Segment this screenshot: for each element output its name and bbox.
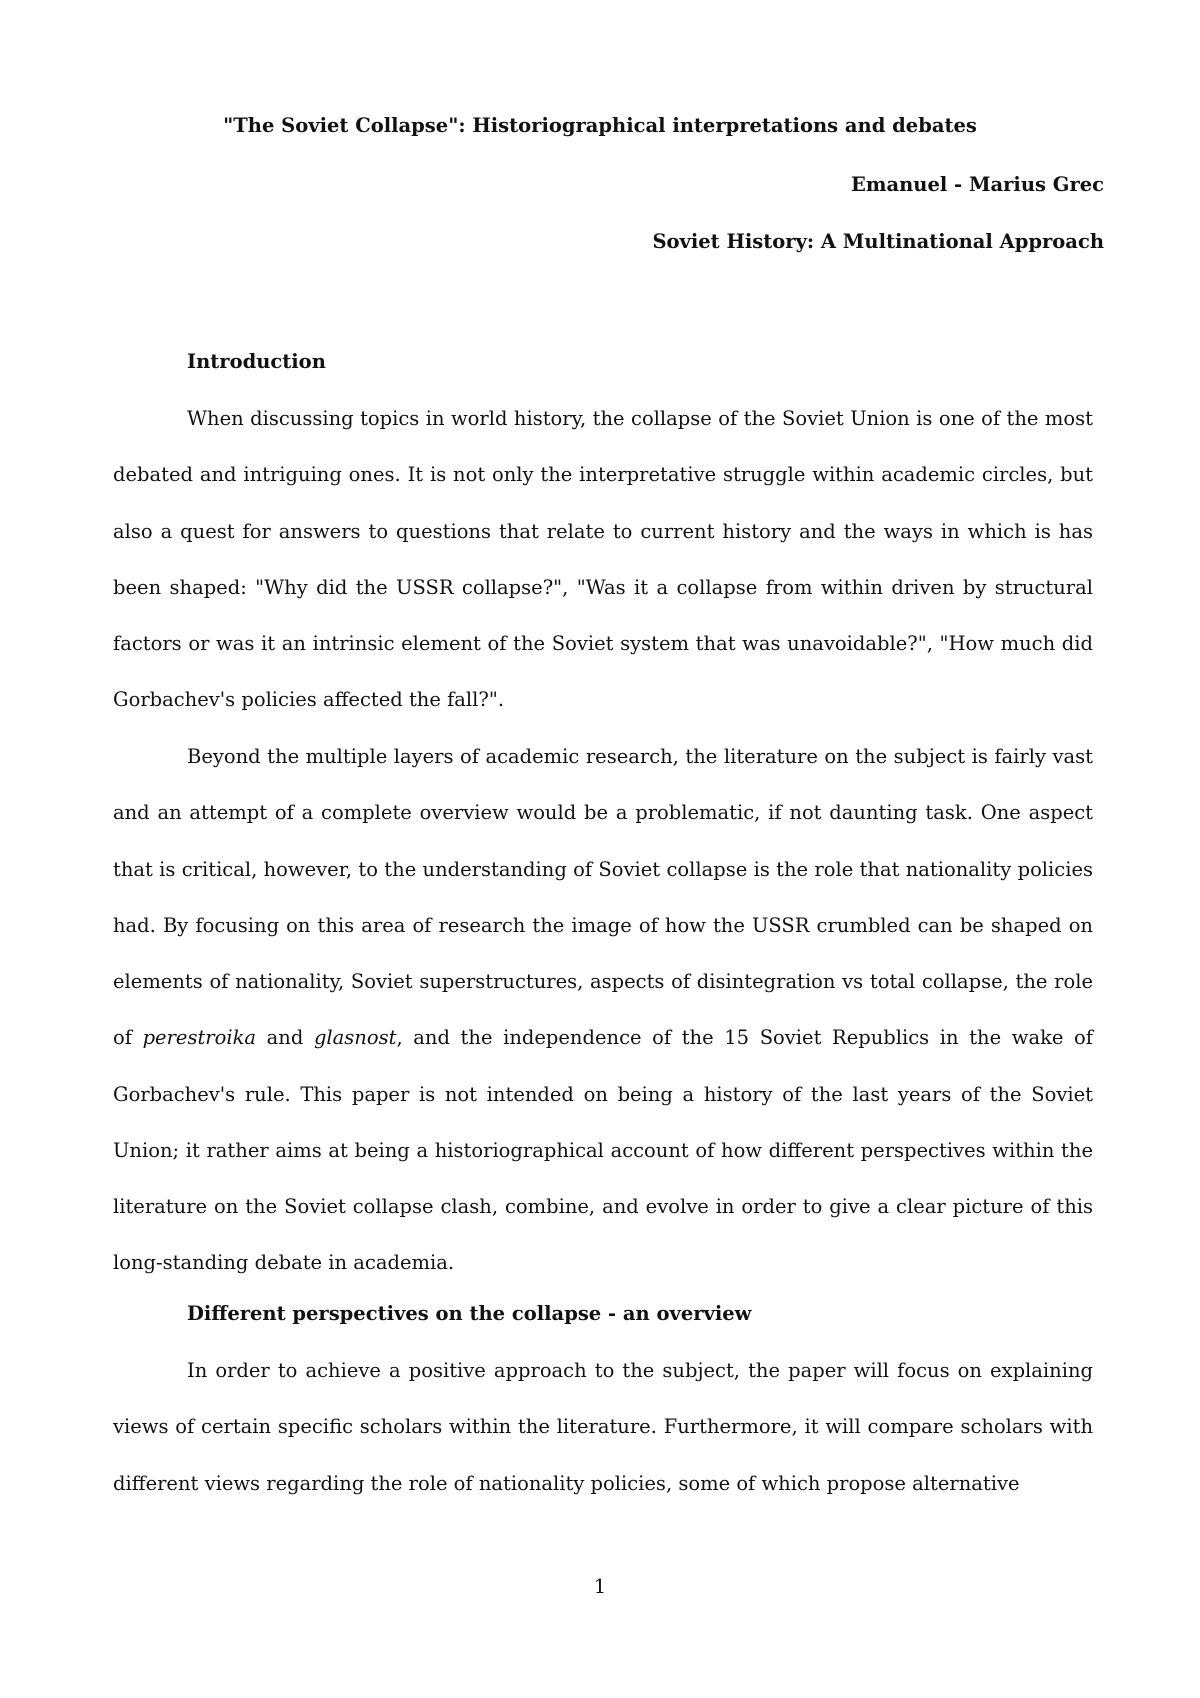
paragraph-text: , and the independence of the 15 Soviet Republics in the wake of Gorbachev's rule. This paper is not intended on being a history of the last years of the Soviet Union; it rather aims at being a historiographical account of how different perspectives within the literature on the Soviet collapse clash, combine, and evolve in order to give a clear picture of this long-standing debate in academia. [113, 1026, 1093, 1275]
course-name: Soviet History: A Multinational Approach [652, 230, 1104, 253]
overview-paragraph-1: In order to achieve a positive approach to the subject, the paper will focus on explaining views of certain specific scholars within the literature. Furthermore, it will compare scholars with different views regarding the role of nationality policies, some of which propose alternative [113, 1359, 1093, 1495]
page-number: 1 [593, 1575, 607, 1598]
paper-title: "The Soviet Collapse": Historiographical interpretations and debates [223, 114, 977, 137]
paragraph-text: Beyond the multiple layers of academic research, the literature on the subject is fairly vast and an attempt of a complete overview would be a problematic, if not daunting task. One aspect that is critical, however, to the understanding of Soviet collapse is the role that nationality policies had. By focusing on this area of research the image of how the USSR crumbled can be shaped on elements of nationality, Soviet superstructures, aspects of disintegration vs total collapse, the role of [113, 745, 1093, 1050]
section-heading-overview: Different perspectives on the collapse - an overview [187, 1302, 752, 1325]
section-heading-introduction: Introduction [187, 350, 326, 373]
italic-term-perestroika: perestroika [142, 1026, 257, 1050]
paragraph-text: and [256, 1026, 314, 1050]
italic-term-glasnost: glasnost [313, 1026, 397, 1050]
author-name: Emanuel - Marius Grec [850, 173, 1104, 196]
introduction-paragraph-1: When discussing topics in world history, the collapse of the Soviet Union is one of the most debated and intriguing ones. It is not only the interpretative struggle within academic circles, but also a quest for answers to questions that relate to current history and the ways in which is has been shaped: "Why did the USSR collapse?", "Was it a collapse from within driven by structural factors or was it an intrinsic element of the Soviet system that was unavoidable?", "How much did Gorbachev's policies affected the fall?". [113, 407, 1093, 712]
introduction-paragraph-2 [113, 729, 1093, 1292]
